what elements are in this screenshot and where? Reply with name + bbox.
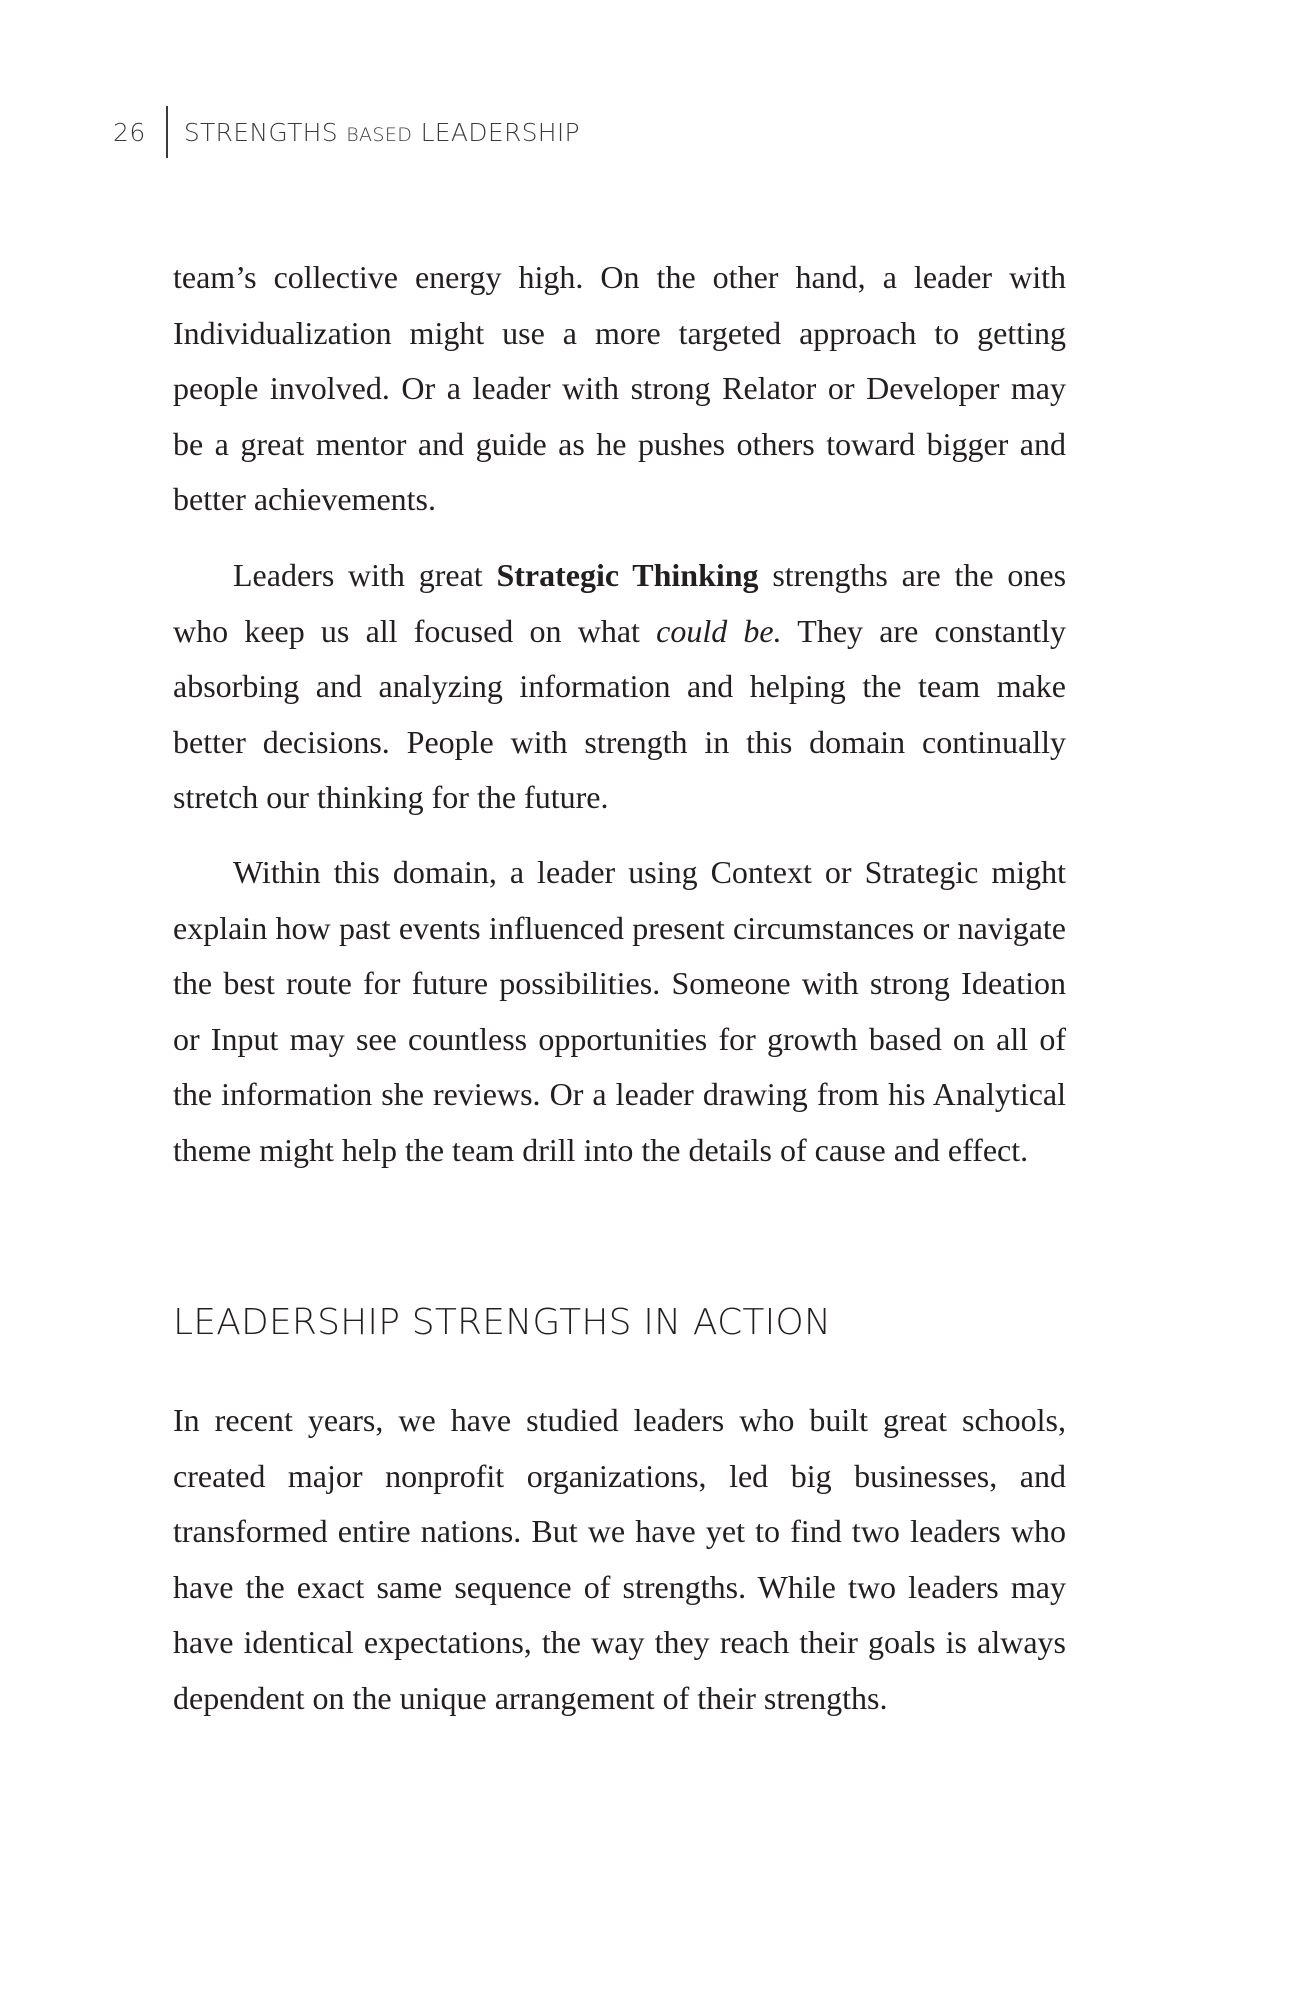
page-number: 26	[113, 117, 146, 147]
book-title-part1: STRENGTHS	[183, 117, 347, 147]
could-be-emphasis: could be.	[656, 612, 782, 649]
paragraph-3-block	[173, 845, 1066, 1178]
paragraph-3: Within this domain, a leader using Context or Strategic might explain how past events influenced present circumstances or navigate the best route for future possibilities. Someone with strong Ideation or Input may see countless opportunities for growth based on all of the information she reviews. Or a leader drawing from his Analytical theme might help the team drill into the details of cause and effect.	[173, 854, 1066, 1168]
paragraph-2	[173, 548, 1066, 826]
book-title	[168, 118, 580, 147]
paragraph-2-lead: Leaders with great	[233, 557, 497, 593]
section-heading: LEADERSHIP STRENGTHS IN ACTION	[173, 1302, 832, 1343]
book-title-small-caps: BASED	[346, 123, 413, 146]
paragraph-1-block	[173, 250, 1066, 528]
running-header	[113, 104, 580, 160]
paragraph-4-block	[173, 1393, 1066, 1726]
paragraph-1: team’s collective energy high. On the other hand, a leader with Individualization might use a more targeted approach to getting people involved. Or a leader with strong Relator or Developer may be a great mentor and guide as he pushes others toward bigger and better achievements.	[173, 259, 1066, 517]
paragraph-2-mid: strengths are the ones who keep us all focused on what	[173, 557, 1067, 649]
book-title-part2: LEADERSHIP	[412, 117, 580, 147]
strategic-thinking-term: Strategic Thinking	[496, 557, 759, 593]
paragraph-2-tail: They are constantly absorbing and analyzing information and helping the team make better decisions. People with strength in this domain continually stretch our thinking for the future.	[173, 612, 1067, 815]
paragraph-2-block	[173, 548, 1066, 826]
paragraph-4: In recent years, we have studied leaders who built great schools, created major nonprofit organizations, led big businesses, and transformed entire nations. But we have yet to find two leaders who have the exact same sequence of strengths. While two leaders may have identical expectations, the way they reach their goals is always dependent on the unique arrangement of their strengths.	[173, 1402, 1066, 1716]
